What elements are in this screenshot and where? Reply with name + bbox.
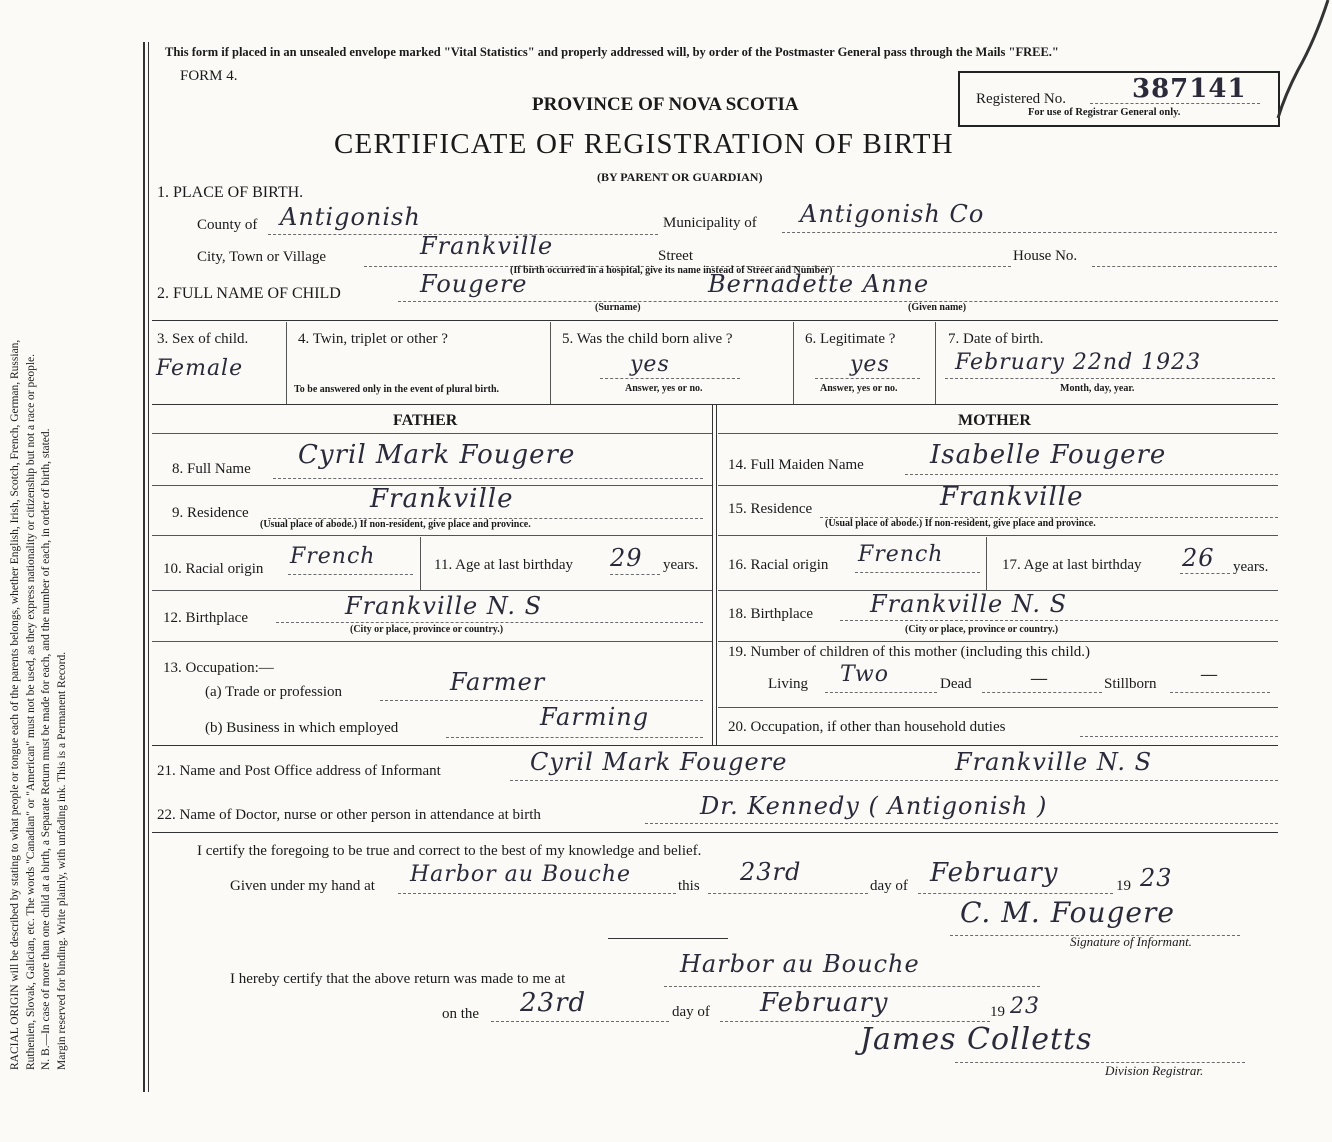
- child-given-value: Bernadette Anne: [708, 270, 930, 298]
- street-label: Street: [658, 248, 693, 264]
- alive-note: Answer, yes or no.: [625, 383, 703, 394]
- child-surname-value: Fougere: [420, 270, 528, 298]
- margin-border: [143, 42, 145, 1092]
- father-occupation-label: 13. Occupation:—: [163, 660, 274, 676]
- father-residence-note: (Usual place of abode.) If non-resident, give place and province.: [260, 519, 531, 530]
- mother-age-value: 26: [1182, 544, 1215, 572]
- hospital-note: (If birth occurred in a hospital, give its name instead of Street and Number): [510, 265, 833, 276]
- house-line: [1092, 266, 1277, 267]
- parents-divider: [712, 405, 713, 745]
- dob-note: Month, day, year.: [1060, 383, 1135, 394]
- margin-line: RACIAL ORIGIN will be described by stating to what people or tongue each of the parents belongs, whether English, Irish, Scotch, French, German, Russian,: [9, 339, 21, 1070]
- father-race-value: French: [290, 544, 376, 569]
- informant-name-value: Cyril Mark Fougere: [530, 748, 788, 776]
- dob-value: February 22nd 1923: [955, 350, 1202, 375]
- municipality-label: Municipality of: [663, 215, 757, 231]
- dead-label: Dead: [940, 676, 972, 692]
- living-label: Living: [768, 676, 808, 692]
- given-year-prefix: 19: [1116, 878, 1131, 894]
- twin-label: 4. Twin, triplet or other ?: [298, 331, 448, 347]
- mother-heading: MOTHER: [958, 412, 1031, 429]
- trade-label: (a) Trade or profession: [205, 684, 343, 700]
- registration-month-value: February: [760, 988, 889, 1018]
- mother-age-unit: years.: [1233, 559, 1269, 575]
- registrar-signature: James Colletts: [860, 1022, 1093, 1057]
- mother-name-value: Isabelle Fougere: [930, 440, 1167, 470]
- father-race-label: 10. Racial origin: [163, 561, 264, 577]
- surname-caption: (Surname): [595, 302, 641, 313]
- informant-signature: C. M. Fougere: [960, 896, 1175, 929]
- city-label: City, Town or Village: [197, 249, 327, 265]
- living-value: Two: [840, 662, 889, 687]
- city-value: Frankville: [420, 232, 554, 260]
- certify-statement: I certify the foregoing to be true and correct to the best of my knowledge and belief.: [197, 843, 702, 859]
- twin-note: To be answered only in the event of plural birth.: [294, 384, 500, 395]
- municipality-line: [782, 232, 1277, 233]
- father-birthplace-value: Frankville N. S: [345, 592, 543, 620]
- children-count-label: 19. Number of children of this mother (including this child.): [728, 644, 1091, 660]
- margin-line: Ruthenien, Slovak, Galician, etc. The words "Canadian" or "American" must not be used, as they express nationality or citizenship but not a race or people.: [24, 353, 37, 1070]
- municipality-value: Antigonish Co: [800, 200, 985, 228]
- informant-signature-caption: Signature of Informant.: [1070, 934, 1192, 949]
- registration-day-value: 23rd: [520, 988, 587, 1018]
- certificate-subtitle: (BY PARENT OR GUARDIAN): [597, 170, 763, 184]
- form-number: FORM 4.: [180, 68, 238, 84]
- informant-address-value: Frankville N. S: [955, 748, 1153, 776]
- doctor-value: Dr. Kennedy ( Antigonish ): [700, 792, 1048, 820]
- father-name-label: 8. Full Name: [172, 461, 251, 477]
- mother-residence-note: (Usual place of abode.) If non-resident, give place and province.: [825, 518, 1096, 529]
- postal-notice: This form if placed in an unsealed envelope marked "Vital Statistics" and properly addressed will, by order of the Postmaster General pass through the Mails "FREE.": [165, 45, 1059, 59]
- registration-year-value: 23: [1010, 994, 1040, 1019]
- legit-label: 6. Legitimate ?: [805, 331, 896, 347]
- dob-label: 7. Date of birth.: [948, 331, 1044, 347]
- alive-value: yes: [630, 352, 670, 377]
- mother-occupation-label: 20. Occupation, if other than household duties: [728, 719, 1006, 735]
- trade-value: Farmer: [450, 668, 546, 696]
- sex-label: 3. Sex of child.: [157, 331, 249, 347]
- father-residence-value: Frankville: [370, 484, 514, 514]
- mother-residence-label: 15. Residence: [728, 501, 813, 517]
- on-the-label: on the: [442, 1006, 480, 1022]
- father-heading: FATHER: [393, 412, 458, 429]
- father-birthplace-label: 12. Birthplace: [163, 610, 248, 626]
- mother-race-label: 16. Racial origin: [728, 557, 829, 573]
- business-label: (b) Business in which employed: [205, 720, 399, 736]
- registered-note: For use of Registrar General only.: [1028, 107, 1181, 118]
- father-age-label: 11. Age at last birthday: [434, 557, 573, 573]
- mother-race-value: French: [858, 542, 944, 567]
- place-section-label: 1. PLACE OF BIRTH.: [157, 184, 304, 201]
- county-value: Antigonish: [280, 203, 421, 231]
- stillborn-value: —: [1200, 664, 1219, 685]
- father-name-value: Cyril Mark Fougere: [298, 440, 576, 470]
- registration-place-value: Harbor au Bouche: [680, 950, 920, 978]
- father-residence-label: 9. Residence: [172, 505, 249, 521]
- margin-line: N. B.—In case of more than one child at a birth, a Separate Return must be made for each, and the number of each, in order of birth, stated.: [40, 428, 52, 1070]
- child-name-label: 2. FULL NAME OF CHILD: [157, 285, 341, 302]
- margin-line: Margin reserved for binding. Write plainly, with unfading ink. This is a Permanent Record.: [55, 651, 68, 1070]
- father-birthplace-note: (City or place, province or country.): [350, 624, 504, 635]
- registration-year-prefix: 19: [990, 1004, 1005, 1020]
- given-under-label: Given under my hand at: [230, 878, 375, 894]
- given-day-value: 23rd: [740, 858, 802, 886]
- registration-day-of-label: day of: [672, 1004, 710, 1020]
- father-age-unit: years.: [663, 557, 699, 573]
- legit-note: Answer, yes or no.: [820, 383, 898, 394]
- this-label: this: [678, 878, 700, 894]
- given-place-value: Harbor au Bouche: [410, 862, 632, 887]
- father-age-value: 29: [610, 544, 643, 572]
- registered-value: 387141: [1132, 74, 1247, 104]
- registered-label: Registered No.: [976, 91, 1066, 107]
- house-label: House No.: [1013, 248, 1078, 264]
- business-value: Farming: [540, 703, 650, 731]
- mother-birthplace-value: Frankville N. S: [870, 590, 1068, 618]
- given-year-value: 23: [1140, 864, 1173, 892]
- margin-instructions: [8, 20, 70, 1070]
- given-caption: (Given name): [908, 302, 967, 313]
- certificate-title: CERTIFICATE OF REGISTRATION OF BIRTH: [334, 128, 954, 160]
- alive-label: 5. Was the child born alive ?: [562, 331, 733, 347]
- mother-name-label: 14. Full Maiden Name: [728, 457, 864, 473]
- given-day-of-label: day of: [870, 878, 908, 894]
- certify-separator: [608, 938, 728, 939]
- return-statement: I hereby certify that the above return was made to me at: [230, 971, 566, 987]
- stillborn-label: Stillborn: [1104, 676, 1157, 692]
- sex-value: Female: [156, 356, 244, 381]
- dead-value: —: [1030, 668, 1049, 689]
- mother-birthplace-label: 18. Birthplace: [728, 606, 813, 622]
- county-label: County of: [197, 217, 258, 233]
- given-month-value: February: [930, 858, 1059, 888]
- legit-value: yes: [850, 352, 890, 377]
- registrar-caption: Division Registrar.: [1105, 1063, 1204, 1078]
- mother-birthplace-note: (City or place, province or country.): [905, 624, 1059, 635]
- doctor-label: 22. Name of Doctor, nurse or other person in attendance at birth: [157, 807, 541, 823]
- province-heading: PROVINCE OF NOVA SCOTIA: [532, 94, 799, 115]
- pen-mark: [1270, 0, 1332, 130]
- mother-residence-value: Frankville: [940, 482, 1084, 512]
- informant-label: 21. Name and Post Office address of Informant: [157, 763, 441, 779]
- margin-border-inner: [148, 42, 149, 1092]
- mother-age-label: 17. Age at last birthday: [1002, 557, 1142, 573]
- child-name-line: [398, 301, 1278, 302]
- registered-number-box: [958, 71, 1280, 127]
